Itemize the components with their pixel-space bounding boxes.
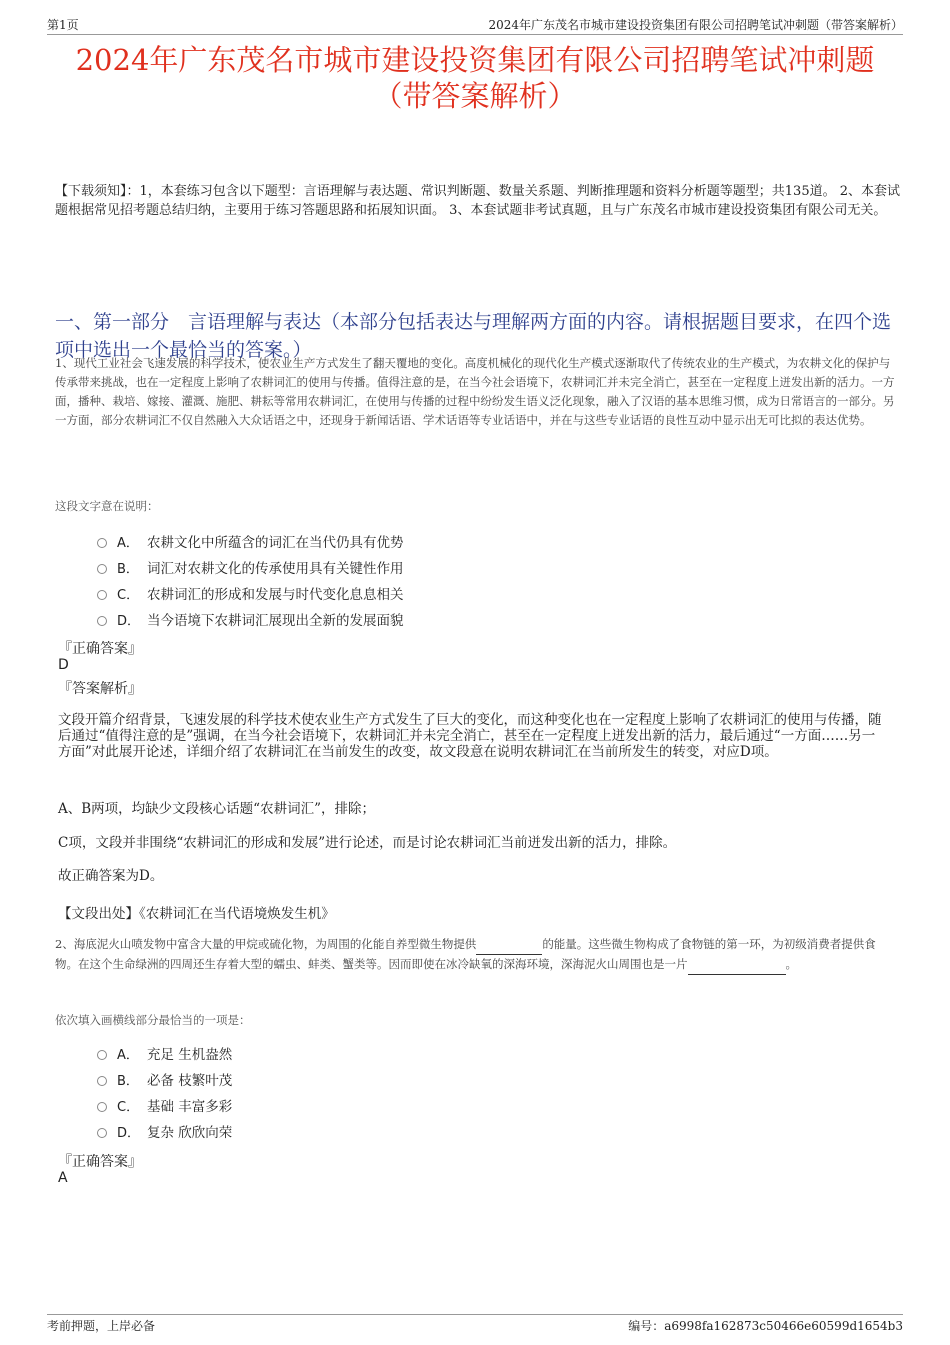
option-d[interactable]: D． 当今语境下农耕词汇展现出全新的发展面貌 bbox=[97, 606, 404, 632]
analysis-label: 『答案解析』 bbox=[58, 681, 142, 697]
answer-label: 『正确答案』 bbox=[58, 1154, 142, 1170]
analysis-paragraph-3: C项，文段并非围绕“农耕词汇的形成和发展”进行论述，而是讨论农耕词汇当前迸发出新的活力，排除。 bbox=[58, 835, 677, 851]
source-citation: 【文段出处】《农耕词汇在当代语境焕发生机》 bbox=[58, 906, 335, 922]
radio-icon[interactable] bbox=[97, 538, 107, 548]
question-2-text: 2、海底泥火山喷发物中富含大量的甲烷或硫化物，为周围的化能自养型微生物提供 的能量。这些微生物构成了食物链的第一环，为初级消费者提供食物。在这个生命绿洲的四周还生存着大型的蠕虫、蚌类、蟹类等。因而即使在冰冷缺氧的深海环境，深海泥火山周围也是一片 。 bbox=[55, 935, 898, 975]
page-title bbox=[30, 42, 920, 114]
radio-icon[interactable] bbox=[97, 616, 107, 626]
section-heading: 一、第一部分 言语理解与表达（本部分包括表达与理解两方面的内容。请根据题目要求，在四个选项中选出一个最恰当的答案。） bbox=[55, 311, 892, 361]
title-line-2: （带答案解析） bbox=[373, 79, 577, 113]
analysis-paragraph-2: A、B两项，均缺少文段核心话题“农耕词汇”，排除； bbox=[58, 801, 375, 817]
option-d[interactable]: D． 复杂 欣欣向荣 bbox=[97, 1118, 232, 1144]
document-id: 编号：a6998fa162873c50466e60599d1654b3 bbox=[628, 1319, 903, 1333]
question-2-prompt: 依次填入画横线部分最恰当的一项是： bbox=[55, 1013, 251, 1027]
answer-label: 『正确答案』 bbox=[58, 641, 142, 657]
option-b[interactable]: B． 必备 枝繁叶茂 bbox=[97, 1066, 232, 1092]
radio-icon[interactable] bbox=[97, 590, 107, 600]
footer-slogan: 考前押题，上岸必备 bbox=[47, 1319, 156, 1333]
answer-value: D bbox=[58, 657, 69, 673]
radio-icon[interactable] bbox=[97, 1128, 107, 1138]
question-2-options bbox=[97, 1040, 232, 1144]
radio-icon[interactable] bbox=[97, 1050, 107, 1060]
header-doc-title: 2024年广东茂名市城市建设投资集团有限公司招聘笔试冲刺题（带答案解析） bbox=[488, 18, 903, 32]
blank-2 bbox=[688, 955, 786, 975]
title-line-1: 2024年广东茂名市城市建设投资集团有限公司招聘笔试冲刺题 bbox=[75, 43, 875, 77]
option-c[interactable]: C． 基础 丰富多彩 bbox=[97, 1092, 232, 1118]
option-b[interactable]: B． 词汇对农耕文化的传承使用具有关键性作用 bbox=[97, 554, 404, 580]
question-1-options bbox=[97, 528, 404, 632]
answer-value: A bbox=[58, 1170, 68, 1186]
radio-icon[interactable] bbox=[97, 1076, 107, 1086]
page-number: 第1页 bbox=[47, 18, 79, 32]
blank-1 bbox=[476, 935, 542, 955]
download-notice: 【下载须知】：1，本套练习包含以下题型：言语理解与表达题、常识判断题、数量关系题、判断推理题和资料分析题等题型；共135道。 2、本套试题根据常见招考题总结归纳，主要用于练习答题思路和拓展知识面。 3、本套试题非考试真题，且与广东茂名市城市建设投资集团有限公司无关。 bbox=[55, 184, 900, 218]
question-1-prompt: 这段文字意在说明： bbox=[55, 499, 159, 513]
analysis-paragraph-1: 文段开篇介绍背景，飞速发展的科学技术使农业生产方式发生了巨大的变化，而这种变化也在一定程度上影响了农耕词汇的使用与传播，随后通过“值得注意的是”强调，在当今社会语境下，农耕词汇并未完全消亡，甚至在一定程度上迸发出新的活力，最后通过“一方面……另一方面”对此展开论述，详细介绍了农耕词汇在当前发生的改变，故文段意在说明农耕词汇在当前所发生的转变，对应D项。 bbox=[58, 712, 882, 760]
radio-icon[interactable] bbox=[97, 1102, 107, 1112]
page-header bbox=[47, 14, 903, 35]
option-a[interactable]: A． 农耕文化中所蕴含的词汇在当代仍具有优势 bbox=[97, 528, 404, 554]
question-1-text: 1、现代工业社会飞速发展的科学技术，使农业生产方式发生了翻天覆地的变化。高度机械化的现代化生产模式逐渐取代了传统农业的生产模式，为农耕文化的保护与传承带来挑战，也在一定程度上影响了农耕词汇的使用与传播。值得注意的是，在当今社会语境下，农耕词汇并未完全消亡，甚至在一定程度上迸发出新的活力。一方面，播种、栽培、嫁接、灌溉、施肥、耕耘等常用农耕词汇，在使用与传播的过程中纷纷发生语义泛化现象，融入了汉语的基本思维习惯，成为日常语言的一部分。另一方面，部分农耕词汇不仅自然融入大众话语之中，还现身于新闻话语、学术话语等专业话语中，并在与这些专业话语的良性互动中显示出无可比拟的表达优势。 bbox=[55, 356, 895, 427]
radio-icon[interactable] bbox=[97, 564, 107, 574]
page-footer bbox=[47, 1314, 903, 1333]
analysis-paragraph-4: 故正确答案为D。 bbox=[58, 868, 164, 884]
option-a[interactable]: A． 充足 生机盎然 bbox=[97, 1040, 232, 1066]
option-c[interactable]: C． 农耕词汇的形成和发展与时代变化息息相关 bbox=[97, 580, 404, 606]
